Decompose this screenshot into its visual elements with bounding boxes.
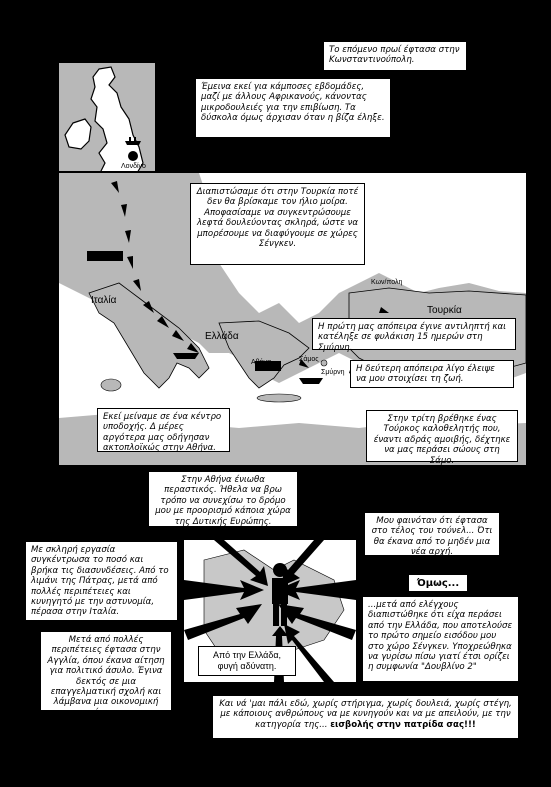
caption-third-attempt: Στην τρίτη βρέθηκε ένας Τούρκος καλοθελητής που, έναντι αδράς αμοιβής, δέχτηκε να μας περάσει σώους στη Σάμο. (366, 410, 518, 462)
caption-patras-italy: Με σκληρή εργασία συγκέντρωσα το ποσό και βρήκα τις διασυνδέσεις. Από το λιμάνι της Πάτρας, μετά από πολλές περιπέτειες και κυνηγητό με την αστυνομία, πέρασα στην Ιταλία. (25, 541, 178, 621)
turkey-label: Τουρκία (427, 305, 462, 316)
caption-reception-center: Εκεί μείναμε σε ένα κέντρο υποδοχής. Δ μέρες αργότερα μας οδήγησαν ακτοπλοϊκώς στην Αθήνα. (97, 408, 230, 452)
caption-england-asylum: Μετά από πολλές περιπέτειες έφτασα στην Αγγλία, όπου έκανα αίτηση για πολιτικό άσυλο. Έγινα δεκτός σε μια επαγγελματική σχολή και λάμβανα μια οικονομική ενίσχυση. (40, 631, 172, 711)
caption-end-of-tunnel: Μου φαινόταν ότι έφτασα στο τέλος του τούνελ... Ότι θα έκανα από το μηδέν μια νέα αρχή. (364, 512, 500, 556)
caption-first-attempt: Η πρώτη μας απόπειρα έγινε αντιληπτή και κατέληξε σε φυλάκιση 15 ημερών στη Σμύρνη. (312, 318, 516, 350)
escape-box: Από την Ελλάδα, φυγή αδύνατη. (198, 646, 296, 676)
caption-however: Όμως... (408, 574, 468, 592)
constantinople-label: Κων/πολη (371, 279, 403, 286)
caption-final (212, 695, 519, 739)
caption-final-text: Και νά 'μαι πάλι εδώ, χωρίς στήριγμα, χωρίς δουλειά, χωρίς στέγη, με κάποιους ανθρώπους να με κυνηγούν και να με απειλούν, με την κατηγορία της... (219, 699, 512, 730)
caption-decision: Διαπιστώσαμε ότι στην Τουρκία ποτέ δεν θα βρίσκαμε τον ήλιο μοίρα. Αποφασίσαμε να συγκεντρώσουμε λεφτά δουλεύοντας σκληρά, ώστε να μπορέσουμε να διαφύγουμε σε χώρες Σένγκεν. (190, 183, 365, 265)
caption-stay-weeks: Έμεινα εκεί για κάμποσες εβδομάδες, μαζί με άλλους Αφρικανούς, κάνοντας μικροδουλειές για την επιβίωση. Τα δύσκολα όμως άρχισαν όταν η βίζα έληξε. (195, 78, 391, 138)
athens-label: Αθήνα (251, 359, 272, 366)
samos-label: Σάμος (299, 356, 319, 363)
no-escape-panel (182, 538, 358, 684)
caption-final-emphasis: εισβολής στην πατρίδα σας!!! (330, 719, 476, 730)
caption-second-attempt: Η δεύτερη απόπειρα λίγο έλειψε να μου στοιχίσει τη ζωή. (350, 360, 514, 388)
caption-arrival-constantinople: Το επόμενο πρωί έφτασα στην Κωνσταντινούπολη. (323, 41, 467, 71)
caption-athens: Στην Αθήνα ένιωθα περαστικός. Ήθελα να βρω τρόπο να συνεχίσω το δρόμο μου με προορισμό κάποια χώρα της Δυτικής Ευρώπης. (148, 471, 298, 527)
italy-label: Ιταλία (91, 295, 117, 306)
smyrna-label: Σμύρνη (321, 369, 345, 376)
caption-dublin-agreement: ...μετά από ελέγχους διαπιστώθηκε ότι είχα περάσει από την Ελλάδα, που αποτελούσε το πρώτο σημείο εισόδου μου στο χώρο Σένγκεν. Υποχρεώθηκα να γυρίσω πίσω γιατί έτσι ορίζει η συμφωνία "Δουβλίνο 2" (362, 596, 519, 682)
london-label: Λονδίνο (121, 163, 146, 170)
greece-label: Ελλάδα (205, 331, 239, 342)
